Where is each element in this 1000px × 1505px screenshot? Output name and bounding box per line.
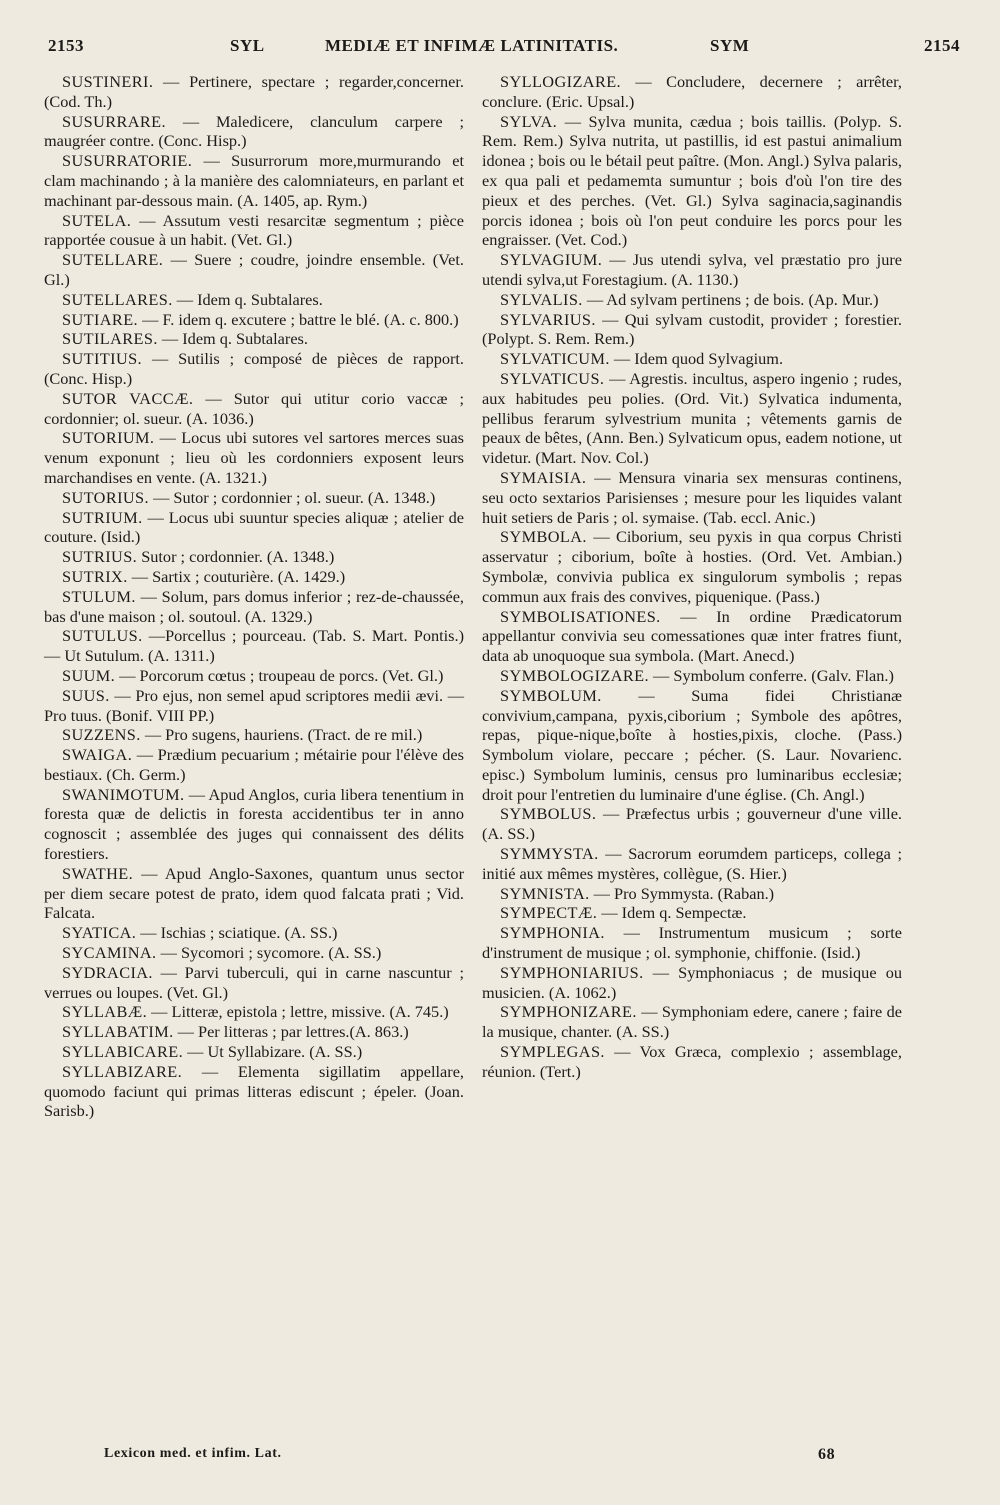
entry-headword: SYLLOGIZARE. bbox=[500, 72, 622, 91]
dictionary-entry bbox=[482, 686, 902, 805]
entry-headword: SUTRIUS. bbox=[62, 547, 138, 567]
dictionary-entry bbox=[482, 72, 902, 112]
running-head bbox=[40, 36, 960, 66]
dictionary-entry bbox=[482, 290, 902, 310]
entry-definition: — Ad sylvam pertinens ; de bois. (Ap. Mur.) bbox=[586, 289, 879, 309]
dictionary-entry bbox=[482, 884, 902, 904]
entry-headword: SYMBOLOGIZARE. bbox=[500, 665, 649, 685]
entry-definition: — Symbolum conferre. (Galv. Flan.) bbox=[653, 665, 894, 685]
entry-definition: — Sacrorum eorumdem particeps, collega ; initié aux mêmes mystères, collègue, (S. Hier.) bbox=[482, 844, 903, 883]
entry-definition: — Ischias ; sciatique. (A. SS.) bbox=[140, 923, 338, 943]
entry-definition: — Idem q. Sempectæ. bbox=[601, 903, 747, 923]
dictionary-entry bbox=[44, 211, 464, 251]
dictionary-entry bbox=[482, 923, 902, 963]
dictionary-entry bbox=[44, 943, 464, 963]
entry-definition: — Idem quod Sylvagium. bbox=[613, 349, 784, 369]
dictionary-entry bbox=[482, 607, 902, 666]
entry-definition: —Porcellus ; pourceau. (Tab. S. Mart. Pontis.) — Ut Sutulum. (A. 1311.) bbox=[44, 626, 464, 666]
entry-definition: — Sycomori ; sycomore. (A. SS.) bbox=[160, 943, 382, 963]
entry-headword: SYMPECTÆ. bbox=[500, 903, 598, 923]
entry-definition: — Parvi tuberculi, qui in carne nascuntur ; verrues ou loupes. (Vet. Gl.) bbox=[44, 962, 464, 1002]
page-number-right: 2154 bbox=[924, 36, 960, 55]
footer-sheet-number: 68 bbox=[818, 1446, 836, 1463]
entry-definition: — Sutor qui utitur corio vaccæ ; cordonnier; ol. sueur. (A. 1036.) bbox=[44, 388, 465, 428]
entry-headword: SUTITIUS. bbox=[62, 349, 143, 369]
entry-definition: Sutor ; cordonnier. (A. 1348.) bbox=[141, 547, 335, 567]
entry-headword: SYLLABÆ. bbox=[62, 1002, 148, 1022]
dictionary-entry bbox=[44, 329, 464, 349]
dictionary-entry bbox=[44, 725, 464, 745]
entry-headword: SYATICA. bbox=[62, 923, 137, 943]
dictionary-entry bbox=[44, 1062, 464, 1121]
entry-headword: SWANIMOTUM. bbox=[62, 784, 185, 804]
entry-definition: — Assutum vesti resarcitæ segmentum ; pièce rapportée cousue à un habit. (Vet. Gl.) bbox=[44, 210, 464, 250]
entry-definition: — Ciborium, seu pyxis in qua corpus Christi asservatur ; ciborium, boîte à hosties. (Ord. Vet. Ambian.) Symbolæ, convivia publica ex singulorum symbolis ; repas commun aux frais des convives, piquenique. (Pass.) bbox=[482, 527, 902, 606]
entry-headword: SYLVALIS. bbox=[500, 289, 583, 309]
entry-definition: — Locus ubi suuntur species aliquæ ; atelier de couture. (Isid.) bbox=[44, 507, 464, 547]
entry-definition: — Sutilis ; composé de pièces de rapport. (Conc. Hisp.) bbox=[44, 349, 465, 388]
dictionary-entry bbox=[482, 310, 902, 350]
entry-definition: — Sartix ; couturière. (A. 1429.) bbox=[131, 566, 346, 586]
page-footer bbox=[40, 1446, 960, 1470]
entry-headword: SUTILARES. bbox=[62, 329, 158, 349]
entry-headword: SYMBOLISATIONES. bbox=[500, 606, 661, 626]
entry-headword: SYMPHONIZARE. bbox=[500, 1002, 637, 1022]
dictionary-entry bbox=[482, 369, 902, 468]
dictionary-entry bbox=[482, 804, 902, 844]
entry-headword: SUSTINERI. bbox=[62, 72, 154, 91]
entry-headword: SUTORIUS. bbox=[62, 487, 149, 507]
entry-headword: SUTRIUM. bbox=[62, 507, 143, 527]
entry-definition: — Maledicere, clanculum carpere ; maugréer contre. (Conc. Hisp.) bbox=[44, 111, 464, 151]
entry-definition: — Qui sylvam custodit, provideт ; forestier. (Polypt. S. Rem. Rem.) bbox=[482, 309, 902, 349]
dictionary-entry bbox=[482, 527, 902, 606]
entry-definition: — Symphoniacus ; de musique ou musicien. (A. 1062.) bbox=[482, 962, 902, 1002]
entry-definition: — Locus ubi sutores vel sartores merces suas venum exponunt ; lieu où les cordonniers exposent leurs marchandises en vente. (A. 1321.) bbox=[44, 428, 465, 487]
entry-headword: SYMNISTA. bbox=[500, 883, 590, 903]
entry-definition: — Pertinere, spectare ; regarder,concerner. (Cod. Th.) bbox=[44, 72, 464, 111]
dictionary-entry bbox=[44, 1022, 464, 1042]
entry-definition: — Idem q. Subtalares. bbox=[176, 289, 323, 309]
right-column bbox=[482, 72, 902, 1082]
entry-headword: SYDRACIA. bbox=[62, 962, 153, 982]
guide-word-left: SYL bbox=[230, 36, 265, 55]
entry-headword: SUUS. bbox=[62, 685, 110, 705]
entry-headword: SUSURRATORIE. bbox=[62, 151, 193, 171]
entry-definition: — Apud Anglo-Saxones, quantum unus sector per diem secare potest de prato, idem quod falcata prati ; Vid. Falcata. bbox=[44, 863, 464, 923]
entry-headword: SYMBOLA. bbox=[500, 527, 587, 547]
entry-definition: — Concludere, decernere ; arrêter, conclure. (Eric. Upsal.) bbox=[482, 72, 902, 111]
dictionary-entry bbox=[44, 567, 464, 587]
entry-headword: SYMPLEGAS. bbox=[500, 1042, 605, 1062]
dictionary-entry bbox=[44, 666, 464, 686]
entry-headword: SUTRIX. bbox=[62, 566, 128, 586]
dictionary-entry bbox=[482, 1002, 902, 1042]
entry-definition: — Pro ejus, non semel apud scriptores medii ævi. — Pro tuus. (Bonif. VIII PP.) bbox=[44, 685, 464, 725]
entry-definition: — In ordine Prædicatorum appellantur convivia seu comessationes quæ inter fratres fiunt, data ab unoquoque sua symbola. (Mart. Anecd.) bbox=[482, 606, 902, 666]
dictionary-entry bbox=[44, 151, 464, 210]
left-column bbox=[44, 72, 464, 1121]
entry-definition: — Agrestis. incultus, aspero ingenio ; rudes, aux habitudes peu polies. (Ord. Vit.) Sylvatica indumenta, pellibus ferarum sylvestrium munita ; vêtements garnis de peaux de bêtes, (Ann. Ben.) Sylvaticum opus, eadem notione, ut videtur. (Mart. Nov. Col.) bbox=[482, 368, 903, 468]
entry-headword: SUTIARE. bbox=[62, 309, 139, 329]
entry-headword: SYLLABIZARE. bbox=[62, 1061, 183, 1081]
dictionary-entry bbox=[44, 547, 464, 567]
entry-headword: SUTELA. bbox=[62, 210, 132, 230]
entry-definition: — Jus utendi sylva, vel præstatio pro jure utendi sylva,ut Forestagium. (A. 1130.) bbox=[482, 250, 902, 289]
entry-definition: — Pro sugens, hauriens. (Tract. de re mil.) bbox=[144, 725, 423, 745]
dictionary-entry bbox=[482, 844, 902, 884]
entry-definition: — Susurrorum more,murmurando et clam machinando ; à la manière des calomniateurs, en parlant et machinant par-dessous main. (A. 1405, ap. Rym.) bbox=[44, 151, 464, 210]
entry-headword: SUSURRARE. bbox=[62, 111, 166, 131]
entry-headword: SYLLABATIM. bbox=[62, 1022, 174, 1042]
entry-definition: — Sylva munita, cædua ; bois taillis. (Polyp. S. Rem. Rem.) Sylva nutrita, ut pastillis, id est pastui animalium idonea ; bois ou le bétail peut paître. (Mon. Angl.) Sylva palaris, ex qua pali et pedamemta sumuntur ; bois d'où l'on tire des pieux et des perches. (Vet. Gl.) Sylva saginacia,saginandis porcis idonea ; bois où l'on peut conduire les porcs pour les engraisser. (Vet. Cod.) bbox=[482, 111, 902, 250]
entry-headword: SYMMYSTA. bbox=[500, 844, 599, 864]
dictionary-entry bbox=[482, 963, 902, 1003]
entry-headword: SWAIGA. bbox=[62, 745, 133, 765]
running-title: MEDIÆ ET INFIMÆ LATINITATIS. bbox=[325, 36, 619, 55]
dictionary-entry bbox=[44, 290, 464, 310]
entry-definition: — Pro Symmysta. (Raban.) bbox=[593, 883, 775, 903]
entry-headword: SWATHE. bbox=[62, 863, 134, 883]
dictionary-entry bbox=[44, 923, 464, 943]
entry-headword: SYMAISIA. bbox=[500, 467, 587, 487]
entry-definition: — Litteræ, epistola ; lettre, missive. (A. 745.) bbox=[151, 1002, 449, 1022]
entry-definition: — Apud Anglos, curia libera tenentium in foresta quæ de delictis in foresta accidentibus ter in anno cognoscit ; assemblée des juges qui connaissent des délits forestiers. bbox=[44, 784, 464, 864]
dictionary-entry bbox=[44, 428, 464, 487]
entry-definition: — Suma fidei Christianæ convivium,campana, pyxis,ciborium ; Symbole des apôtres, repas, pique-nique,boîte à hosties,pixis, cloche. (Pass.) Symbolum violare, peccare ; pécher. (S. Laur. Novarienc. episc.) Symbolum luminis, census pro luminaribus ecclesiæ; droit pour l'entretien du luminaire d'une église. (Ch. Angl.) bbox=[482, 685, 902, 804]
dictionary-entry bbox=[44, 1002, 464, 1022]
entry-headword: SUTELLARE. bbox=[62, 250, 164, 270]
entry-definition: — F. idem q. excutere ; battre le blé. (A. c. 800.) bbox=[142, 309, 459, 329]
dictionary-entry bbox=[44, 389, 464, 429]
entry-definition: — Vox Græca, complexio ; assemblage, réunion. (Tert.) bbox=[482, 1042, 902, 1081]
entry-headword: SYLVATICUM. bbox=[500, 349, 610, 369]
dictionary-entry bbox=[44, 963, 464, 1003]
entry-definition: — Symphoniam edere, canere ; faire de la musique, chanter. (A. SS.) bbox=[482, 1002, 903, 1042]
entry-definition: — Prædium pecuarium ; métairie pour l'élève des bestiaux. (Ch. Germ.) bbox=[44, 745, 464, 784]
entry-headword: STULUM. bbox=[62, 586, 136, 606]
entry-headword: SUTULUS. bbox=[62, 626, 143, 646]
dictionary-entry bbox=[44, 508, 464, 548]
entry-definition: — Solum, pars domus inferior ; rez-de-chaussée, bas d'une maison ; ol. soutoul. (A. 1329.) bbox=[44, 586, 465, 626]
dictionary-entry bbox=[44, 250, 464, 290]
dictionary-entry bbox=[482, 468, 902, 527]
dictionary-entry bbox=[482, 1042, 902, 1082]
entry-definition: — Instrumentum musicum ; sorte d'instrument de musique ; ol. symphonie, chiffonie. (Isid.) bbox=[482, 923, 902, 963]
entry-definition: — Suere ; coudre, joindre ensemble. (Vet. Gl.) bbox=[44, 250, 465, 289]
entry-definition: — Sutor ; cordonnier ; ol. sueur. (A. 1348.) bbox=[153, 487, 436, 507]
entry-definition: — Ut Syllabizare. (A. SS.) bbox=[187, 1042, 363, 1062]
dictionary-entry bbox=[44, 864, 464, 923]
entry-headword: SUZZENS. bbox=[62, 725, 141, 745]
entry-headword: SUTOR VACCÆ. bbox=[62, 388, 194, 408]
dictionary-entry bbox=[44, 349, 464, 389]
entry-definition: — Porcorum cœtus ; troupeau de porcs. (Vet. Gl.) bbox=[119, 665, 444, 685]
entry-headword: SYLVATICUS. bbox=[500, 368, 605, 388]
page-number-left: 2153 bbox=[48, 36, 84, 55]
entry-headword: SYCAMINA. bbox=[62, 943, 157, 963]
entry-headword: SYMBOLUM. bbox=[500, 685, 602, 705]
dictionary-entry bbox=[482, 666, 902, 686]
dictionary-entry bbox=[482, 903, 902, 923]
entry-headword: SYMPHONIA. bbox=[500, 923, 605, 943]
dictionary-entry bbox=[44, 488, 464, 508]
guide-word-right: SYM bbox=[710, 36, 750, 55]
dictionary-entry bbox=[44, 112, 464, 152]
entry-definition: — Præfectus urbis ; gouverneur d'une ville. (A. SS.) bbox=[482, 804, 902, 844]
dictionary-entry bbox=[482, 349, 902, 369]
entry-headword: SYLVARIUS. bbox=[500, 309, 596, 329]
footer-series-title: Lexicon med. et infim. Lat. bbox=[104, 1446, 282, 1461]
dictionary-entry bbox=[44, 72, 464, 112]
dictionary-entry bbox=[482, 250, 902, 290]
dictionary-entry bbox=[44, 310, 464, 330]
dictionary-entry bbox=[44, 745, 464, 785]
entry-definition: — Per litteras ; par lettres.(A. 863.) bbox=[177, 1022, 409, 1042]
entry-definition: — Idem q. Subtalares. bbox=[161, 329, 308, 349]
dictionary-entry bbox=[44, 686, 464, 726]
entry-headword: SYMPHONIARIUS. bbox=[500, 962, 644, 982]
entry-headword: SYLLABICARE. bbox=[62, 1042, 184, 1062]
entry-definition: — Mensura vinaria sex mensuras continens, seu octo sextarios Parisienses ; mesure pour les liquides valant huit setiers de Paris ; ol. symaise. (Tab. eccl. Anic.) bbox=[482, 467, 902, 527]
dictionary-entry bbox=[44, 587, 464, 627]
dictionary-entry bbox=[44, 626, 464, 666]
entry-headword: SUTORIUM. bbox=[62, 428, 155, 448]
entry-headword: SUUM. bbox=[62, 665, 116, 685]
entry-headword: SUTELLARES. bbox=[62, 289, 173, 309]
dictionary-entry bbox=[482, 112, 902, 251]
entry-headword: SYLVAGIUM. bbox=[500, 250, 603, 270]
entry-headword: SYMBOLUS. bbox=[500, 804, 597, 824]
dictionary-entry bbox=[44, 1042, 464, 1062]
entry-definition: — Elementa sigillatim appellare, quomodo faciunt qui primas litteras ediscunt ; épeler. (Joan. Sarisb.) bbox=[44, 1061, 464, 1121]
dictionary-entry bbox=[44, 785, 464, 864]
entry-headword: SYLVA. bbox=[500, 111, 558, 131]
